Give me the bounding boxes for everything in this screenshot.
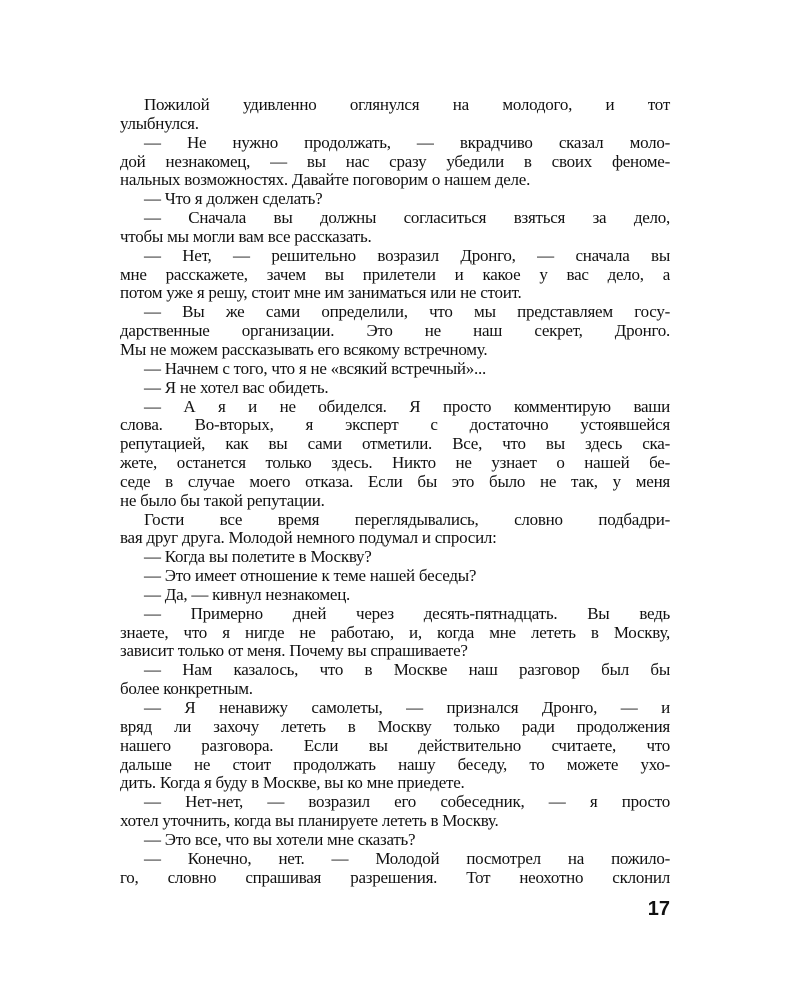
- text-line: вая друг друга. Молодой немного подумал и спросил:: [120, 528, 497, 548]
- text-line: мне расскажете, зачем вы прилетели и какое у вас дело, а: [120, 264, 670, 284]
- text-line: — А я и не обиделся. Я просто комментирую ваши: [144, 396, 670, 416]
- text-line: — Нет, — решительно возразил Дронго, — сначала вы: [144, 245, 670, 265]
- text-line: Пожилой удивленно оглянулся на молодого, и тот: [144, 95, 670, 114]
- text-line: дальше не стоит продолжать нашу беседу, то можете ухо-: [120, 754, 670, 774]
- text-line: — Нам казалось, что в Москве наш разговор был бы: [144, 660, 670, 680]
- text-line: дой незнакомец, — вы нас сразу убедили в своих феноме-: [120, 151, 670, 171]
- text-line: нашего разговора. Если вы действительно считаете, что: [120, 735, 670, 755]
- text-line: — Да, — кивнул незнакомец.: [144, 584, 351, 604]
- text-line: жете, останется только здесь. Никто не узнает о нашей бе-: [120, 453, 670, 473]
- text-line: не было бы такой репутации.: [120, 490, 325, 510]
- text-line: чтобы мы могли вам все рассказать.: [120, 226, 372, 246]
- text-line: седе в случае моего отказа. Если бы это было не так, у меня: [120, 471, 670, 491]
- text-line: — Нет-нет, — возразил его собеседник, — я просто: [144, 792, 670, 812]
- text-line: — Я не хотел вас обидеть.: [144, 377, 329, 397]
- text-line: нальных возможностях. Давайте поговорим о нашем деле.: [120, 170, 531, 190]
- text-line: — Это все, что вы хотели мне сказать?: [144, 829, 416, 849]
- text-line: слова. Во-вторых, я эксперт с достаточно устоявшейся: [120, 415, 670, 435]
- text-line: дарственные организации. Это не наш секрет, Дронго.: [120, 321, 670, 341]
- text-line: хотел уточнить, когда вы планируете лететь в Москву.: [120, 811, 499, 831]
- page-body-text: [120, 96, 670, 887]
- page-number: 17: [647, 898, 670, 920]
- text-line: вряд ли захочу лететь в Москву только ради продолжения: [120, 716, 670, 736]
- text-line: знаете, что я нигде не работаю, и, когда мне лететь в Москву,: [120, 622, 670, 642]
- text-line: — Начнем с того, что я не «всякий встречный»...: [144, 358, 487, 378]
- text-line: дить. Когда я буду в Москве, вы ко мне приедете.: [120, 773, 465, 793]
- text-line: потом уже я решу, стоит мне им заниматься или не стоит.: [120, 283, 522, 303]
- text-line: более конкретным.: [120, 679, 253, 699]
- text-line: — Сначала вы должны согласиться взяться за дело,: [144, 208, 670, 228]
- text-line: — Вы же сами определили, что мы представляем госу-: [144, 302, 670, 322]
- text-line: — Я ненавижу самолеты, — признался Дронго, — и: [144, 698, 670, 717]
- text-line: Гости все время переглядывались, словно подбадри-: [144, 509, 670, 529]
- text-line: — Конечно, нет. — Молодой посмотрел на пожило-: [144, 848, 670, 868]
- text-line: — Когда вы полетите в Москву?: [144, 547, 372, 567]
- text-line: — Примерно дней через десять-пятнадцать. Вы ведь: [144, 603, 670, 623]
- text-line: — Не нужно продолжать, — вкрадчиво сказал моло-: [144, 132, 670, 152]
- text-line: — Это имеет отношение к теме нашей беседы?: [144, 566, 477, 586]
- text-line: репутацией, как вы сами отметили. Все, что вы здесь ска-: [120, 434, 670, 454]
- text-line: зависит только от меня. Почему вы спрашиваете?: [120, 641, 468, 661]
- text-line: улыбнулся.: [120, 113, 199, 133]
- text-line: Мы не можем рассказывать его всякому встречному.: [120, 339, 488, 359]
- text-line: — Что я должен сделать?: [144, 189, 323, 209]
- text-line: го, словно спрашивая разрешения. Тот неохотно склонил: [120, 867, 670, 887]
